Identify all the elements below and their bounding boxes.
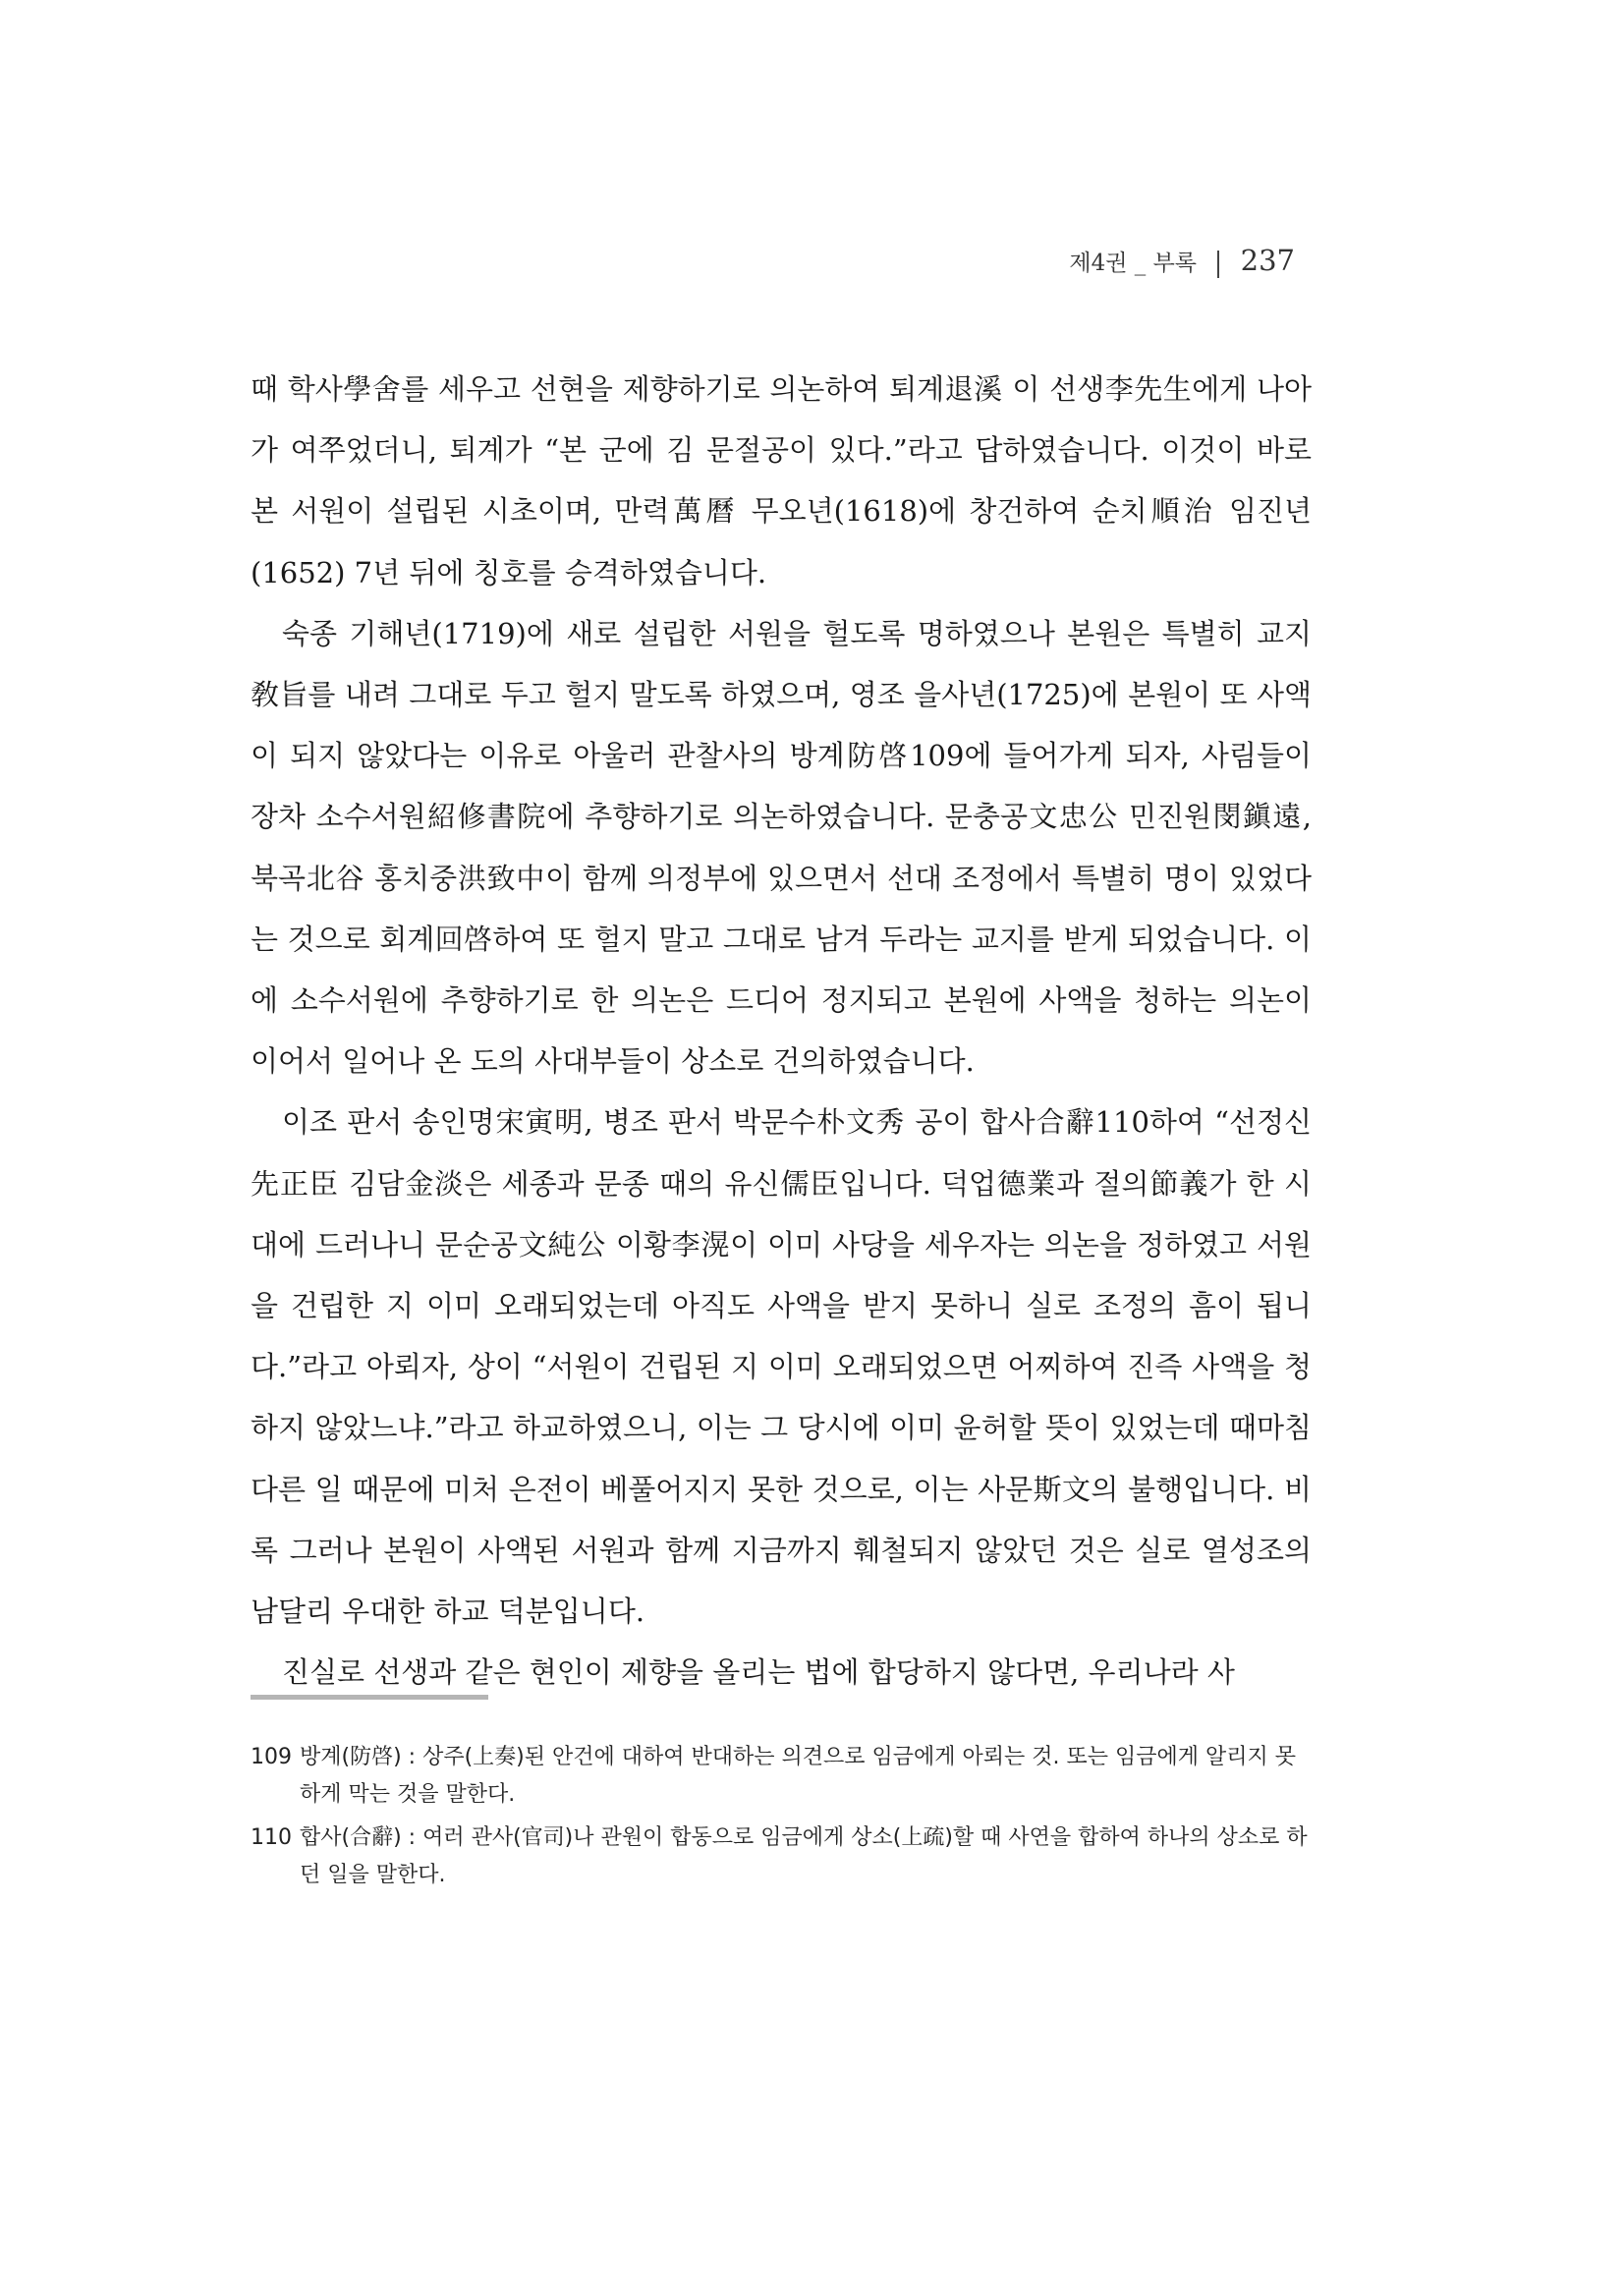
paragraph: 진실로 선생과 같은 현인이 제향을 올리는 법에 합당하지 않다면, 우리나라 사 xyxy=(282,1655,1235,1690)
footnote-text: 합사(合辭) : 여러 관사(官司)나 관원이 합동으로 임금에게 상소(上疏)할 때 사연을 합하여 하나의 상소로 하던 일을 말한다. xyxy=(300,1825,1308,1887)
paragraph: 이조 판서 송인명宋寅明, 병조 판서 박문수朴文秀 공이 합사合辭110하여 “선정신先正臣 김담金淡은 세종과 문종 때의 유신儒臣입니다. 덕업德業과 절의節義가 한 시대에 드러나니 문순공文純公 이황李滉이 이미 사당을 세우자는 의논을 정하였고 서원을 건립한 지 이미 오래되었는데 아직도 사액을 받지 못하니 실로 조정의 흠이 됩니다.”라고 아뢰자, 상이 “서원이 건립된 지 이미 오래되었으면 어찌하여 진즉 사액을 청하지 않았느냐.”라고 하교하였으니, 이는 그 당시에 이미 윤허할 뜻이 있었는데 때마침 다른 일 때문에 미처 은전이 베풀어지지 못한 것으로, 이는 사문斯文의 불행입니다. 비록 그러나 본원이 사액된 서원과 함께 지금까지 훼철되지 않았던 것은 실로 열성조의 남달리 우대한 하교 덕분입니다. xyxy=(251,1105,1312,1629)
footnote-number: 110 xyxy=(251,1825,292,1850)
paragraph: 때 학사學舍를 세우고 선현을 제향하기로 의논하여 퇴계退溪 이 선생李先生에게 나아가 여쭈었더니, 퇴계가 “본 군에 김 문절공이 있다.”라고 답하였습니다. 이것이 바로 본 서원이 설립된 시초이며, 만력萬曆 무오년(1618)에 창건하여 순치順治 임진년(1652) 7년 뒤에 칭호를 승격하였습니다. xyxy=(251,372,1312,589)
header-volume: 제4권 xyxy=(1069,251,1128,276)
body-text xyxy=(251,359,1312,1703)
footnote xyxy=(251,1739,1312,1814)
running-header: 제4권 _ 부록 237 xyxy=(1069,244,1295,277)
footnote xyxy=(251,1820,1312,1894)
footnote-divider xyxy=(251,1695,488,1700)
footnote-text: 방계(防啓) : 상주(上奏)된 안건에 대하여 반대하는 의견으로 임금에게 아뢰는 것. 또는 임금에게 알리지 못하게 막는 것을 말한다. xyxy=(300,1745,1296,1807)
page-number: 237 xyxy=(1240,244,1295,277)
footnotes xyxy=(251,1739,1312,1900)
header-divider xyxy=(1217,251,1219,278)
paragraph: 숙종 기해년(1719)에 새로 설립한 서원을 헐도록 명하였으나 본원은 특별히 교지敎旨를 내려 그대로 두고 헐지 말도록 하였으며, 영조 을사년(1725)에 본원이 또 사액이 되지 않았다는 이유로 아울러 관찰사의 방계防啓109에 들어가게 되자, 사림들이 장차 소수서원紹修書院에 추향하기로 의논하였습니다. 문충공文忠公 민진원閔鎭遠, 북곡北谷 홍치중洪致中이 함께 의정부에 있으면서 선대 조정에서 특별히 명이 있었다는 것으로 회계回啓하여 또 헐지 말고 그대로 남겨 두라는 교지를 받게 되었습니다. 이에 소수서원에 추향하기로 한 의논은 드디어 정지되고 본원에 사액을 청하는 의논이 이어서 일어나 온 도의 사대부들이 상소로 건의하였습니다. xyxy=(251,616,1312,1079)
header-section: 부록 xyxy=(1152,251,1198,276)
footnote-number: 109 xyxy=(251,1745,292,1769)
